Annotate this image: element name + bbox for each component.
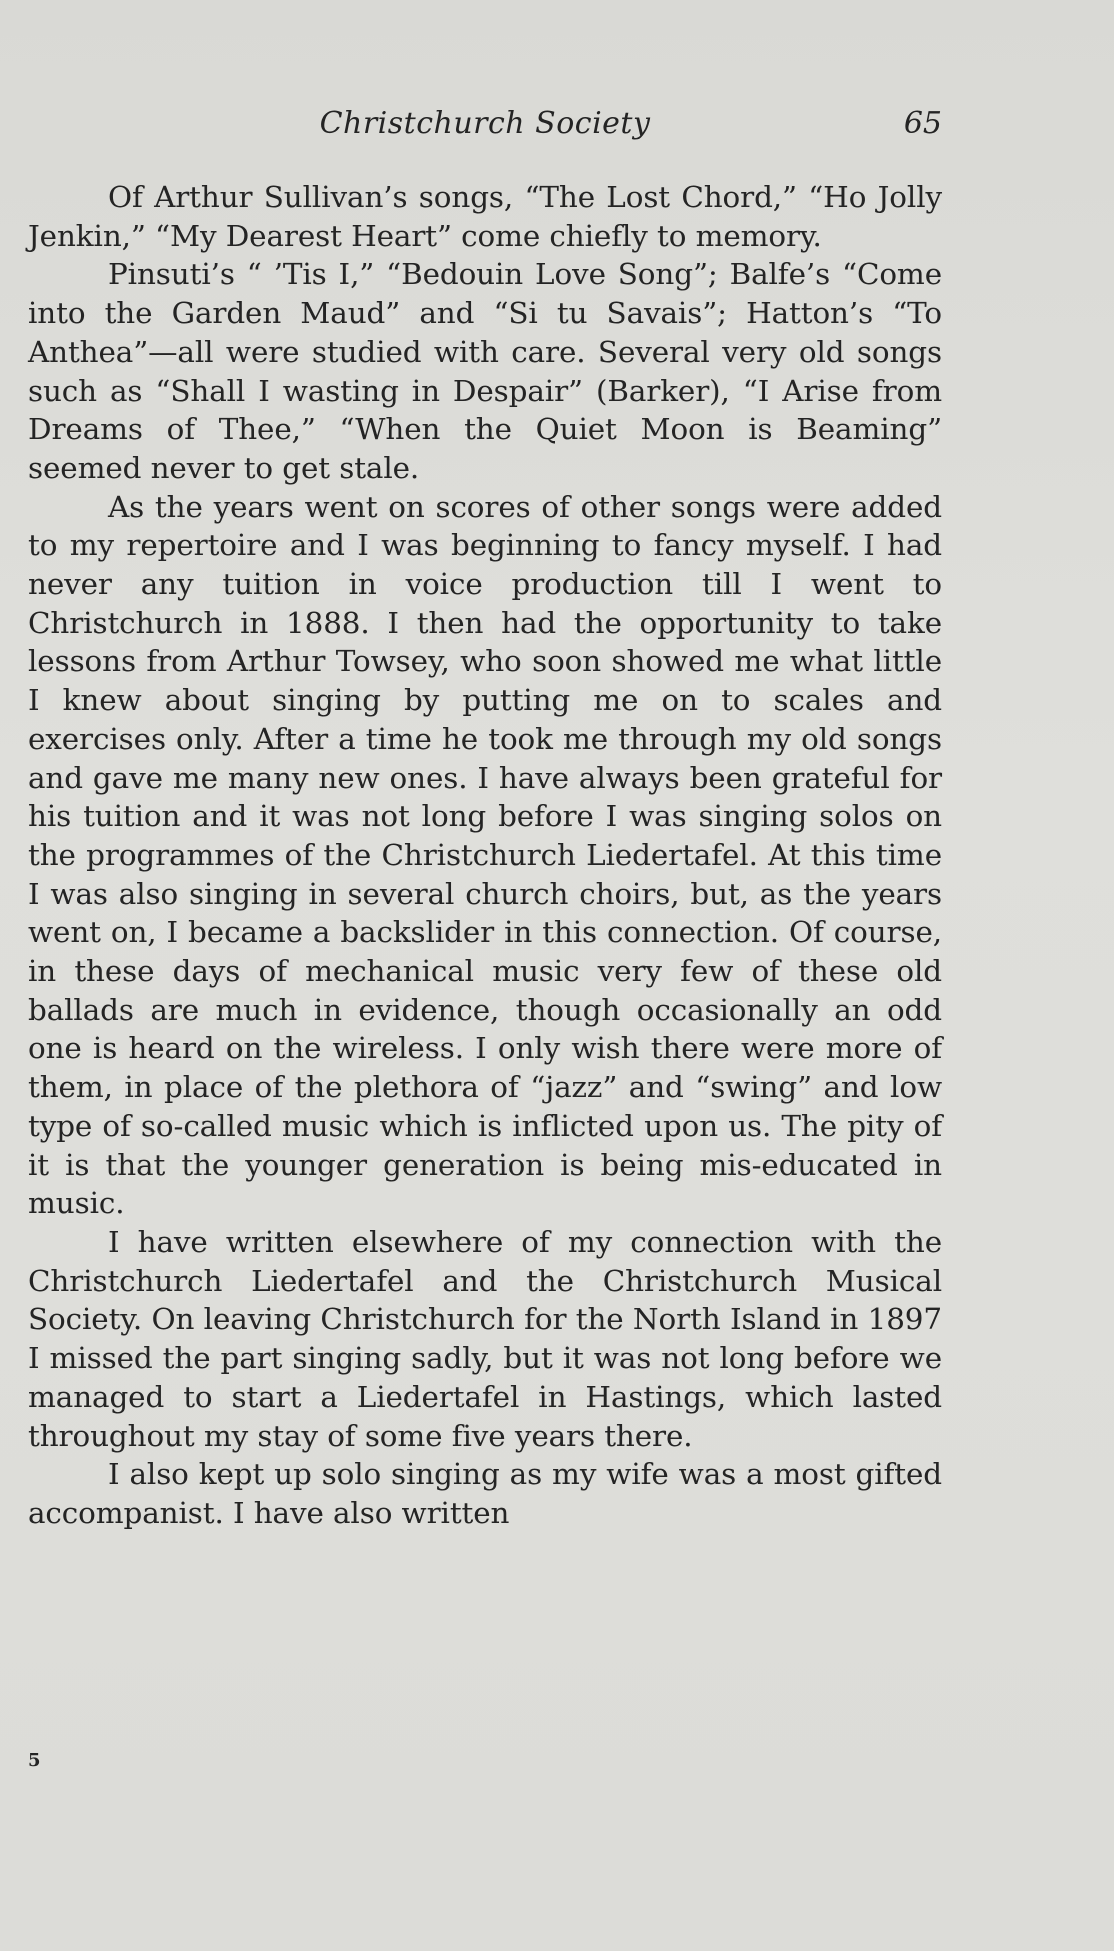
page-header xyxy=(28,100,942,150)
body-text xyxy=(28,178,942,1533)
paragraph-4: I have written elsewhere of my connection with the Christchurch Liedertafel and the Christchurch Musical Society. On leaving Christchurch for the North Island in 1897 I missed the part singing sadly, but it was not long before we managed to start a Liedertafel in Hastings, which lasted throughout my stay of some five years there. xyxy=(28,1224,942,1453)
page-number: 65 xyxy=(903,106,942,141)
paragraph-3: As the years went on scores of other songs were added to my repertoire and I was beginning to fancy myself. I had never any tuition in voice production till I went to Christchurch in 1888. I then had the opportunity to take lessons from Arthur Towsey, who soon showed me what little I knew about singing by putting me on to scales and exercises only. After a time he took me through my old songs and gave me many new ones. I have always been grateful for his tuition and it was not long before I was singing solos on the programmes of the Christchurch Liedertafel. At this time I was also singing in several church choirs, but, as the years went on, I became a backslider in this connection. Of course, in these days of mechanical music very few of these old ballads are much in evidence, though occasionally an odd one is heard on the wireless. I only wish there were more of them, in place of the plethora of “jazz” and “swing” and low type of so-called music which is inflicted upon us. The pity of it is that the younger generation is being mis-educated in music. xyxy=(28,489,942,1221)
paragraph-2: Pinsuti’s “ ’Tis I,” “Bedouin Love Song”; Balfe’s “Come into the Garden Maud” and “Si tu Savais”; Hatton’s “To Anthea”—all were studied with care. Several very old songs such as “Shall I wasting in Despair” (Barker), “I Arise from Dreams of Thee,” “When the Quiet Moon is Beaming” seemed never to get stale. xyxy=(28,257,942,485)
signature-mark: 5 xyxy=(28,1750,41,1771)
paragraph-5: I also kept up solo singing as my wife was a most gifted accompanist. I have also written xyxy=(28,1457,942,1530)
paragraph-1: Of Arthur Sullivan’s songs, “The Lost Chord,” “Ho Jolly Jenkin,” “My Dearest Heart” come chiefly to memory. xyxy=(28,180,942,253)
running-title: Christchurch Society xyxy=(319,106,651,141)
